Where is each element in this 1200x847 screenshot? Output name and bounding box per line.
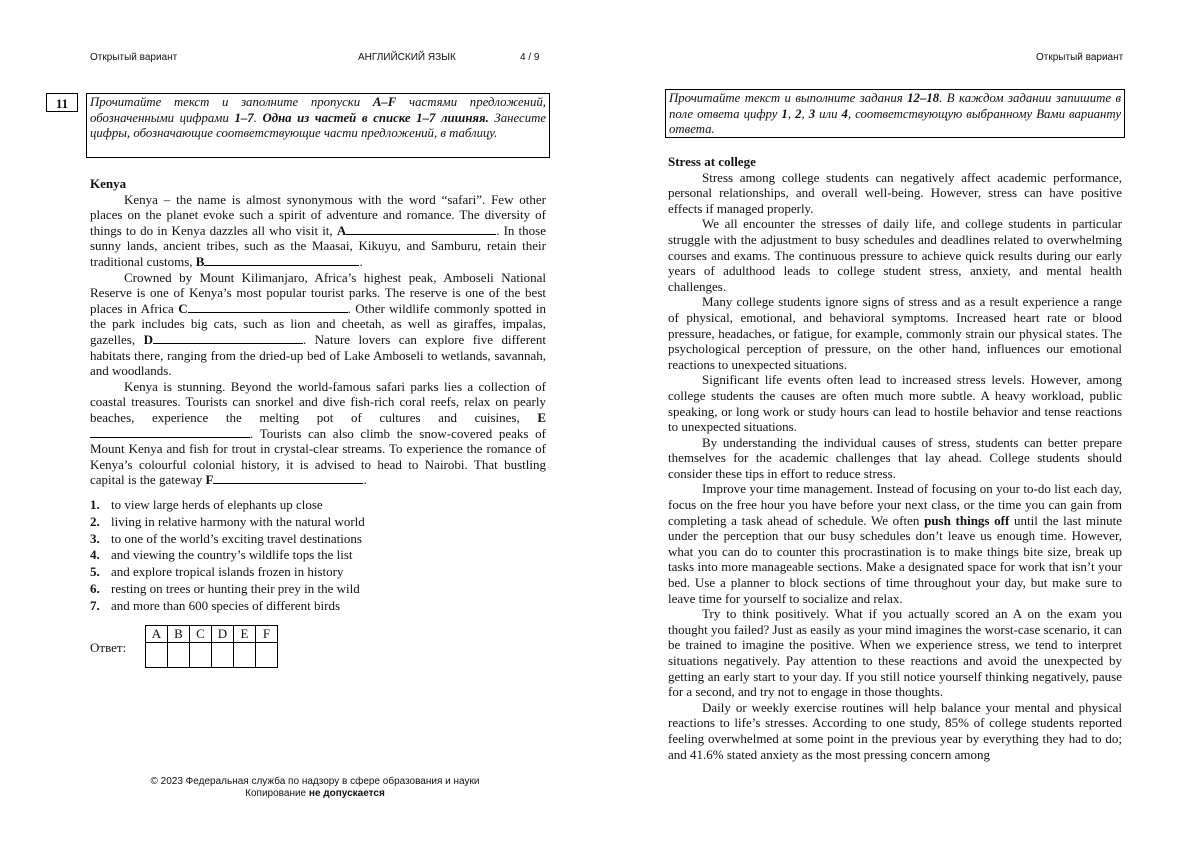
list-item: 3. to one of the world’s exciting travel destinations [90, 530, 362, 546]
stress-paragraph-4: Significant life events often lead to increased stress levels. However, among college students the causes are often much more subtle. A heavy workload, public speaking, or long work or study hours can lead to hostile behavior and tense reactions to unexpected situations. [668, 372, 1122, 435]
footer-copyright: © 2023 Федеральная служба по надзору в сфере образования и науки [150, 776, 480, 787]
gap-e-blank [90, 426, 250, 438]
stress-text [668, 154, 1122, 762]
list-item: 2. living in relative harmony with the natural world [90, 513, 365, 529]
stress-paragraph-5: By understanding the individual causes of stress, students can better prepare themselves for the academic challenges that lay ahead. College students should consider these tips in effort to reduce stress. [668, 434, 1122, 481]
answer-col-b: B [168, 626, 190, 643]
stress-paragraph-8: Daily or weekly exercise routines will help balance your mental and physical reactions to life’s stresses. According to one study, 85% of college students reported feeling overwhelmed at some point in the previous year by everything they had to do; and 41.6% stated anxiety as the most pressing concern among [668, 699, 1122, 762]
list-item: 4. and viewing the country’s wildlife tops the list [90, 547, 353, 563]
left-header-subject: АНГЛИЙСКИЙ ЯЗЫК [358, 52, 456, 63]
kenya-paragraph-3: Kenya is stunning. Beyond the world-famous safari parks lies a collection of coastal treasures. Tourists can snorkel and dive fish-rich coral reefs, relax on pearly beaches, experience the melting pot of cultures and cuisines, E. Tourists can also climb the snow-covered peaks of Mount Kenya and fish for trout in crystal-clear streams. To experience the romance of Kenya’s colourful colonial history, it is advised to head to Nairobi. That bustling capital is the gateway F . [90, 378, 546, 488]
gap-e-label: E [537, 409, 546, 425]
task-number: 11 [46, 93, 78, 112]
left-header-page: 4 / 9 [520, 52, 540, 63]
answer-table [145, 625, 278, 668]
answer-cell-f[interactable] [256, 643, 278, 668]
list-item: 6. resting on trees or hunting their prey in the wild [90, 580, 360, 596]
gap-a-label: A [336, 222, 347, 238]
stress-title: Stress at college [668, 154, 756, 169]
gap-f-blank [213, 472, 363, 484]
gap-c-blank [188, 301, 348, 313]
gap-f-label: F [205, 472, 214, 488]
answer-cell-d[interactable] [212, 643, 234, 668]
list-item: 7. and more than 600 species of different birds [90, 597, 340, 613]
gap-a-blank [346, 223, 496, 235]
answer-col-d: D [212, 626, 234, 643]
answer-col-a: A [146, 626, 168, 643]
task-11-instruction: Прочитайте текст и заполните пропуски A–F частями предложений, обозначенными цифрами 1–7. Одна из частей в списке 1–7 лишняя. Занесите цифры, обозначающие соответствующие части предложений, в таблицу. [86, 93, 550, 158]
answer-cell-e[interactable] [234, 643, 256, 668]
list-item: 1. to view large herds of elephants up close [90, 497, 323, 512]
gap-c-label: C [178, 300, 188, 316]
stress-paragraph-7: Try to think positively. What if you actually scored an A on the exam you thought you failed? Just as easily as your mind imagines the worst-case scenario, it can be trained to imagine the positive. When we experience stress, we tend to interpret situations negatively. Pay attention to these reactions and avoid the unexpected by getting an early start to your day. If you still notice yourself thinking negatively, pause for a second, and try not to engage in those thoughts. [668, 606, 1122, 700]
task-12-18-instruction: Прочитайте текст и выполните задания 12–18. В каждом задании запишите в поле ответа цифру 1, 2, 3 или 4, соответствующую выбранному Вами варианту ответа. [665, 89, 1125, 138]
left-header-variant: Открытый вариант [90, 52, 178, 63]
stress-paragraph-2: We all encounter the stresses of daily life, and college students in particular struggle with the adjustment to busy schedules and deadlines related to overwhelming courses and exams. The continuous pressure to achieve quick results during our early years of adulthood leads to college student stress, anxiety, and mental health challenges. [668, 216, 1122, 294]
gap-b-blank [204, 254, 359, 266]
answer-cell-c[interactable] [190, 643, 212, 668]
stress-paragraph-6: Improve your time management. Instead of focusing on your to-do list each day, focus on the free hour you have before your next class, or the time you can gain from completing a task ahead of schedule. We often push things off until the last minute under the perception that our busy schedules don’t leave us enough time. However, what you can do to counter this procrastination is to make things bite size, break up tasks into more manageable sections. Make a designated space for work that isn’t your bed. Use a planner to block sections of time throughout your day, but make sure to leave time for yourself to socialize and relax. [668, 481, 1123, 606]
list-item: 5. and explore tropical islands frozen in history [90, 564, 344, 580]
answer-col-e: E [234, 626, 256, 643]
answer-cell-b[interactable] [168, 643, 190, 668]
answer-label: Ответ: [90, 640, 127, 655]
options-list [90, 497, 550, 615]
stress-paragraph-3: Many college students ignore signs of stress and as a result experience a range of physical, emotional, and behavioral symptoms. Increased heart rate or blood pressure, headaches, or fatigue, for example, commonly strain our physical states. The psychological perception of pressure, on the other hand, influences our emotional reactions to unexpected situations. [668, 294, 1122, 372]
right-header-variant: Открытый вариант [1036, 52, 1124, 63]
footer [150, 776, 480, 800]
gap-b-label: B [195, 253, 205, 269]
kenya-paragraph-1: Kenya – the name is almost synonymous with the word “safari”. Few other places on the planet evoke such a spirit of adventure and romance. The diversity of things to do in Kenya dazzles all who visit it, A . In those sunny lands, ancient tribes, such as the Maasai, Kikuyu, and Samburu, retain their traditional customs, B . [90, 191, 546, 269]
kenya-title: Kenya [90, 176, 127, 191]
gap-d-blank [153, 332, 303, 344]
footer-copy-notice: Копирование не допускается [245, 788, 385, 799]
answer-col-f: F [256, 626, 278, 643]
kenya-paragraph-2: Crowned by Mount Kilimanjaro, Africa’s highest peak, Amboseli National Reserve is one of Kenya’s most popular tourist parks. The reserve is one of the best places in Africa C . Other wildlife commonly spotted in the park includes big cats, such as lion and cheetah, as well as giraffes, impalas, gazelles, D . Nature lovers can explore five different habitats there, ranging from the dried-up bed of Lake Amboseli to wetlands, savannah, and woodlands. [90, 269, 546, 379]
kenya-text [90, 176, 546, 488]
gap-d-label: D [143, 331, 153, 347]
stress-paragraph-1: Stress among college students can negatively affect academic performance, personal relationships, and overall well-being. However, stress can have positive effects if managed properly. [668, 169, 1122, 216]
answer-cell-a[interactable] [146, 643, 168, 668]
answer-col-c: C [190, 626, 212, 643]
